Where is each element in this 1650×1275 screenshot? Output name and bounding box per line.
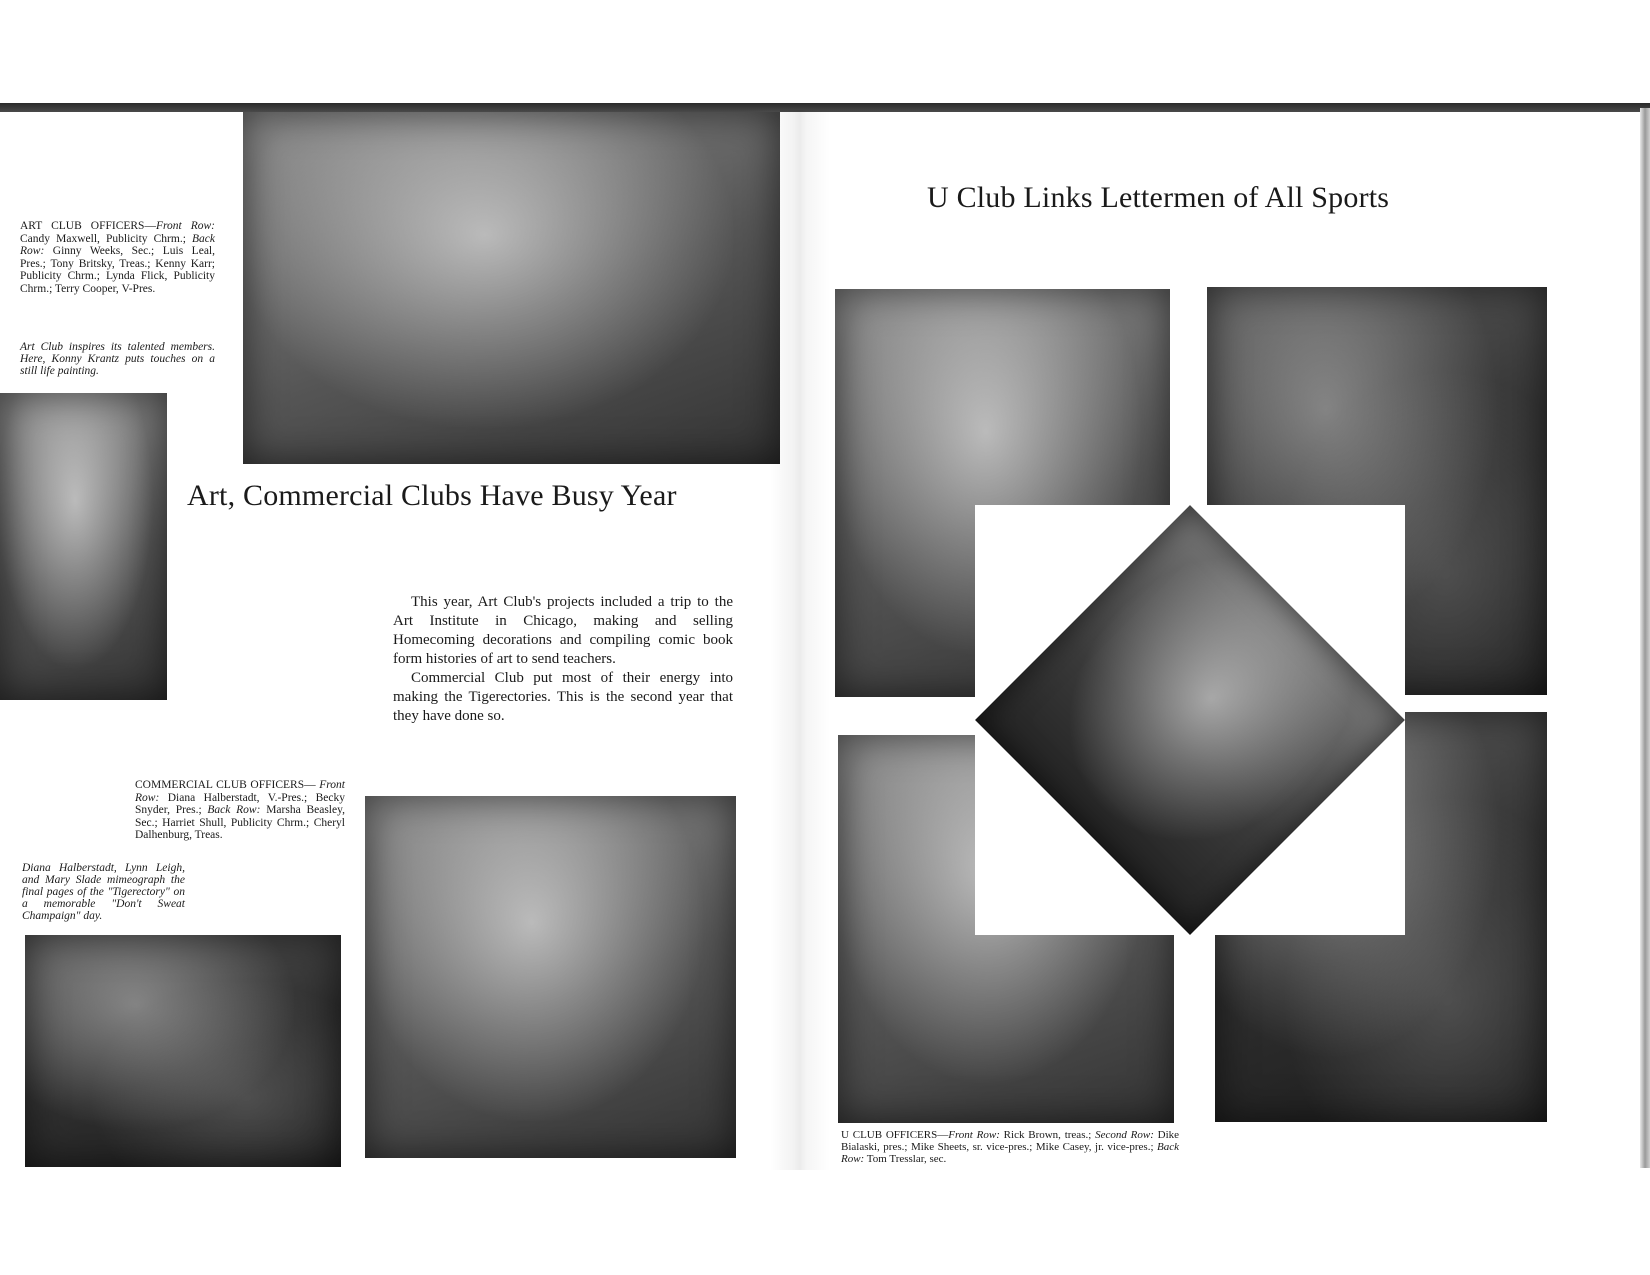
art-club-officers-photo bbox=[243, 112, 780, 464]
commercial-officers-row1-names: Diana Halberstadt, V.-Pres.; Becky Snyder, Pres.; bbox=[135, 791, 345, 816]
u-club-officers-row1-label: Front Row: bbox=[948, 1129, 1000, 1141]
art-officers-row2-names: Ginny Weeks, Sec.; Luis Leal, Pres.; Tony Britsky, Treas.; Kenny Karr; Publicity Chrm.; Lynda Flick, Publicity Chrm.; Terry Cooper, V-Pres. bbox=[20, 245, 215, 295]
commercial-club-officers-caption bbox=[135, 779, 345, 842]
book-right-edge bbox=[1640, 108, 1650, 1168]
u-club-officers-row1-names: Rick Brown, treas.; bbox=[1003, 1129, 1092, 1141]
u-club-officers-row2-label: Second Row: bbox=[1095, 1129, 1154, 1141]
left-page-headline: Art, Commercial Clubs Have Busy Year bbox=[187, 479, 677, 512]
art-commercial-body-text bbox=[393, 593, 733, 726]
art-club-officers-caption bbox=[20, 220, 215, 295]
u-club-officers-row2-names: Dike Bialaski, pres.; Mike Sheets, sr. vice-pres.; Mike Casey, jr. vice-pres.; bbox=[841, 1129, 1180, 1153]
art-officers-row1-names: Candy Maxwell, Publicity Chrm.; bbox=[20, 232, 186, 245]
u-club-officers-photo bbox=[975, 505, 1405, 935]
mimeograph-caption: Diana Halberstadt, Lynn Leigh, and Mary Slade mimeograph the final pages of the "Tigerectory" on a memorable "Don't Sweat Champaign" day. bbox=[22, 862, 185, 922]
commercial-officers-row2-names: Marsha Beasley, Sec.; Harriet Shull, Publicity Chrm.; Cheryl Dalhenburg, Treas. bbox=[135, 804, 345, 841]
art-club-caption: Art Club inspires its talented members. Here, Konny Krantz puts touches on a still life painting. bbox=[20, 341, 215, 377]
body-paragraph-2: Commercial Club put most of their energy into making the Tigerectories. This is the second year that they have done so. bbox=[393, 670, 733, 724]
u-club-officers-photo-frame bbox=[975, 505, 1405, 935]
mimeograph-photo bbox=[25, 935, 341, 1167]
u-club-officers-row3-label: Back Row: bbox=[841, 1141, 1179, 1165]
art-club-painting-photo bbox=[0, 393, 167, 700]
art-officers-row2-label: Back Row: bbox=[20, 232, 215, 257]
body-paragraph-1: This year, Art Club's projects included a trip to the Art Institute in Chicago, making and selling Homecoming decorations and compiling comic book form histories of art to send teachers. bbox=[393, 594, 733, 667]
u-club-officers-caption bbox=[841, 1129, 1179, 1165]
art-officers-label: ART CLUB OFFICERS— bbox=[20, 220, 156, 232]
commercial-club-officers-photo bbox=[365, 796, 736, 1158]
commercial-officers-row2-label: Back Row: bbox=[207, 804, 261, 816]
art-officers-row1-label: Front Row: bbox=[155, 220, 215, 232]
commercial-officers-label: COMMERCIAL CLUB OFFICERS— bbox=[135, 779, 316, 791]
commercial-officers-row1-label: Front Row: bbox=[135, 779, 345, 804]
u-club-officers-label: U CLUB OFFICERS— bbox=[841, 1129, 949, 1141]
right-page-headline: U Club Links Lettermen of All Sports bbox=[927, 181, 1390, 214]
u-club-officers-row3-names: Tom Tresslar, sec. bbox=[866, 1153, 947, 1165]
